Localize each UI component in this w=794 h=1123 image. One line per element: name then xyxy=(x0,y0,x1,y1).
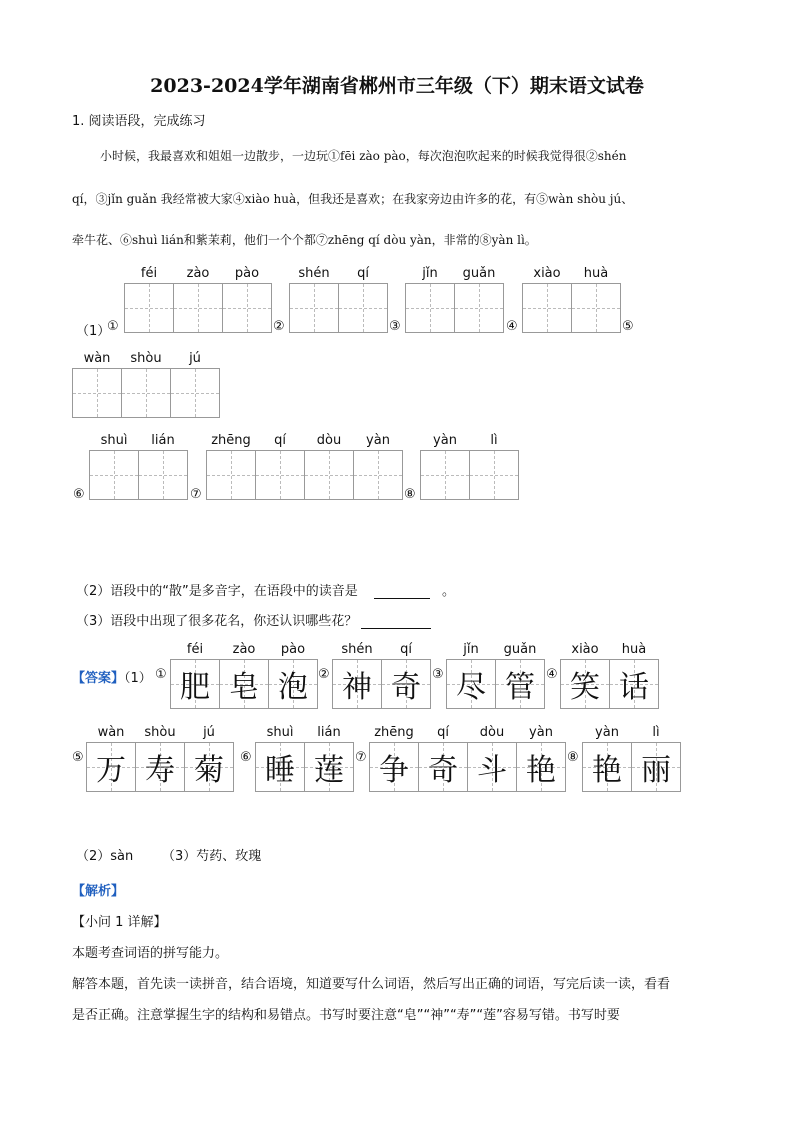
pinyin: pào xyxy=(280,642,306,657)
answer-part3: （3）芍药、玫瑰 xyxy=(162,849,262,864)
analysis-line-2: 解答本题，首先读一读拼音，结合语境，知道要写什么词语，然后写出正确的词语，写完后读一读，看看 xyxy=(72,977,671,992)
item-number: ⑥ xyxy=(73,487,85,502)
pinyin: zhēng xyxy=(211,433,251,448)
item-number: ② xyxy=(273,319,285,334)
answer-grid xyxy=(170,659,318,709)
pinyin: shuì xyxy=(100,433,128,448)
part3-text: （3）语段中出现了很多花名，你还认识哪些花？ xyxy=(76,614,358,629)
answer-char: 艳 xyxy=(526,753,556,788)
writing-grid[interactable] xyxy=(289,283,388,333)
answer-char: 笑 xyxy=(570,670,600,705)
pinyin: shén xyxy=(298,266,330,281)
answer-grid xyxy=(255,742,354,792)
pinyin: jǐn xyxy=(463,642,479,657)
pinyin: pào xyxy=(234,266,260,281)
answer-part2: （2）sàn xyxy=(76,849,134,864)
item-number: ⑥ xyxy=(240,750,252,765)
pinyin: yàn xyxy=(433,433,457,448)
pinyin: guǎn xyxy=(462,266,496,281)
part2-text: （2）语段中的“散”是多音字，在语段中的读音是 xyxy=(76,584,358,599)
pinyin: féi xyxy=(186,642,204,657)
answer-char: 睡 xyxy=(265,753,295,788)
writing-grid[interactable] xyxy=(405,283,504,333)
answer-block-label xyxy=(72,667,152,686)
passage-line-3: 牵牛花、⑥shuì lián和紫茉莉，他们一个个都⑦zhēng qí dòu yàn，非常的⑧yàn lì。 xyxy=(72,233,537,247)
answer-char: 奇 xyxy=(428,753,458,788)
analysis-line-1: 本题考查词语的拼写能力。 xyxy=(72,946,229,961)
answer-part1-label: （1） xyxy=(124,671,152,686)
item-number: ⑧ xyxy=(404,487,416,502)
answer-label: 【答案】 xyxy=(72,671,125,686)
pinyin: xiào xyxy=(571,642,599,657)
passage-line-1: 小时候，我最喜欢和姐姐一边散步，一边玩①fēi zào pào，每次泡泡吹起来的时候我觉得很②shén xyxy=(100,149,627,163)
answer-char: 奇 xyxy=(391,670,421,705)
item-number: ① xyxy=(155,667,167,682)
pinyin: shén xyxy=(341,642,373,657)
pinyin: zào xyxy=(186,266,210,281)
answer-grid xyxy=(582,742,681,792)
item-number: ⑦ xyxy=(190,487,202,502)
pinyin: yàn xyxy=(529,725,553,740)
answer-grid xyxy=(332,659,431,709)
pinyin: huà xyxy=(583,266,609,281)
answer-char: 寿 xyxy=(145,753,175,788)
writing-grid[interactable] xyxy=(206,450,403,500)
answer-char: 菊 xyxy=(194,753,224,788)
pinyin: zào xyxy=(232,642,256,657)
item-number: ① xyxy=(107,319,119,334)
answer-char: 话 xyxy=(619,670,649,705)
pinyin: zhēng xyxy=(374,725,414,740)
pinyin: lián xyxy=(317,725,341,740)
answer-char: 斗 xyxy=(477,753,507,788)
pinyin: qí xyxy=(357,266,369,281)
pinyin: yàn xyxy=(366,433,390,448)
item-number: ⑤ xyxy=(72,750,84,765)
part2-end: 。 xyxy=(442,584,456,599)
analysis-subheading: 【小问 1 详解】 xyxy=(72,915,167,930)
answer-char: 肥 xyxy=(180,670,210,705)
pinyin: qí xyxy=(437,725,449,740)
item-number: ⑦ xyxy=(355,750,367,765)
pinyin: shòu xyxy=(130,351,162,366)
answer-char: 艳 xyxy=(592,753,622,788)
item-number: ② xyxy=(318,667,330,682)
pinyin: qí xyxy=(274,433,286,448)
answer-grid xyxy=(560,659,659,709)
answer-char: 管 xyxy=(505,670,535,705)
pinyin: lì xyxy=(490,433,498,448)
pinyin: shòu xyxy=(144,725,176,740)
analysis-label: 【解析】 xyxy=(72,884,125,899)
answer-char: 神 xyxy=(342,670,372,705)
pinyin: huà xyxy=(621,642,647,657)
item-number: ③ xyxy=(389,319,401,334)
pinyin: jú xyxy=(203,725,215,740)
answer-char: 泡 xyxy=(278,670,308,705)
pinyin: guǎn xyxy=(503,642,537,657)
pinyin: qí xyxy=(400,642,412,657)
pinyin: shuì xyxy=(266,725,294,740)
pinyin: xiào xyxy=(533,266,561,281)
answer-grid xyxy=(446,659,545,709)
pinyin: wàn xyxy=(83,351,111,366)
pinyin: jǐn xyxy=(422,266,438,281)
item-number: ④ xyxy=(546,667,558,682)
answer-grid xyxy=(369,742,566,792)
writing-grid[interactable] xyxy=(420,450,519,500)
pinyin: jú xyxy=(189,351,201,366)
pinyin: dòu xyxy=(316,433,342,448)
pinyin: yàn xyxy=(595,725,619,740)
pinyin: lián xyxy=(151,433,175,448)
pinyin: wàn xyxy=(97,725,125,740)
pinyin: dòu xyxy=(479,725,505,740)
item-number: ④ xyxy=(506,319,518,334)
item-number: ③ xyxy=(432,667,444,682)
answer-char: 皂 xyxy=(229,670,259,705)
question-heading: 1. 阅读语段，完成练习 xyxy=(72,114,206,129)
writing-grid[interactable] xyxy=(72,368,220,418)
page-title: 2023-2024学年湖南省郴州市三年级（下）期末语文试卷 xyxy=(150,75,644,97)
writing-grid[interactable] xyxy=(124,283,272,333)
pinyin: féi xyxy=(140,266,158,281)
writing-grid[interactable] xyxy=(89,450,188,500)
part3-question xyxy=(76,610,431,629)
answer-grid xyxy=(86,742,234,792)
writing-grid[interactable] xyxy=(522,283,621,333)
answer-char: 万 xyxy=(96,753,126,788)
pinyin: lì xyxy=(652,725,660,740)
part3-answer-blank[interactable] xyxy=(361,613,431,629)
answer-char: 莲 xyxy=(314,753,344,788)
part2-answer-blank[interactable] xyxy=(374,583,430,599)
answer-char: 尽 xyxy=(456,670,486,705)
part2-question xyxy=(76,580,455,599)
part1-label: （1） xyxy=(76,324,111,339)
analysis-line-3: 是否正确。注意掌握生字的结构和易错点。书写时要注意“皂”“神”“寿”“莲”容易写错。书写时要 xyxy=(72,1008,620,1023)
passage-line-2: qí，③jǐn guǎn 我经常被大家④xiào huà，但我还是喜欢；在我家旁边由许多的花，有⑤wàn shòu jú、 xyxy=(72,192,634,206)
item-number: ⑤ xyxy=(622,319,634,334)
answer-char: 丽 xyxy=(641,753,671,788)
item-number: ⑧ xyxy=(567,750,579,765)
answer-char: 争 xyxy=(379,753,409,788)
